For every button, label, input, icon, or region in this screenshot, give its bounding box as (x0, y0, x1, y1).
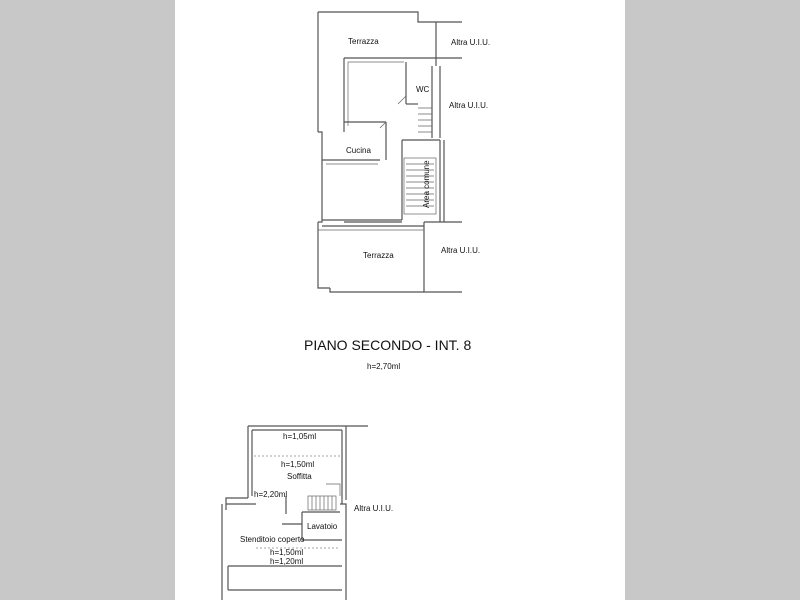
floor-height: h=2,70ml (367, 362, 401, 371)
label-cucina: Cucina (346, 146, 371, 155)
label-wc: WC (416, 85, 430, 94)
label-h-150-bottom: h=1,50ml (270, 548, 304, 557)
label-h-105: h=1,05ml (283, 432, 317, 441)
floor-title: PIANO SECONDO - INT. 8 (304, 337, 472, 353)
label-lavatoio: Lavatoio (307, 522, 338, 531)
label-h-220: h=2,20ml (254, 490, 288, 499)
label-altra-uiu-lower: Altra U.I.U. (354, 504, 394, 513)
label-terrazza-bottom: Terrazza (363, 251, 394, 260)
label-soffitta: Soffitta (287, 472, 312, 481)
label-area-comune: Area comune (422, 160, 431, 208)
label-h-120: h=1,20ml (270, 557, 304, 566)
label-altra-uiu-1: Altra U.I.U. (451, 38, 491, 47)
upper-floor-plan (318, 12, 490, 292)
label-altra-uiu-3: Altra U.I.U. (441, 246, 481, 255)
label-stenditoio: Stenditoio coperto (240, 535, 305, 544)
label-h-150-top: h=1,50ml (281, 460, 315, 469)
label-terrazza-top: Terrazza (348, 37, 379, 46)
lower-floor-plan (222, 426, 393, 600)
label-altra-uiu-2: Altra U.I.U. (449, 101, 489, 110)
